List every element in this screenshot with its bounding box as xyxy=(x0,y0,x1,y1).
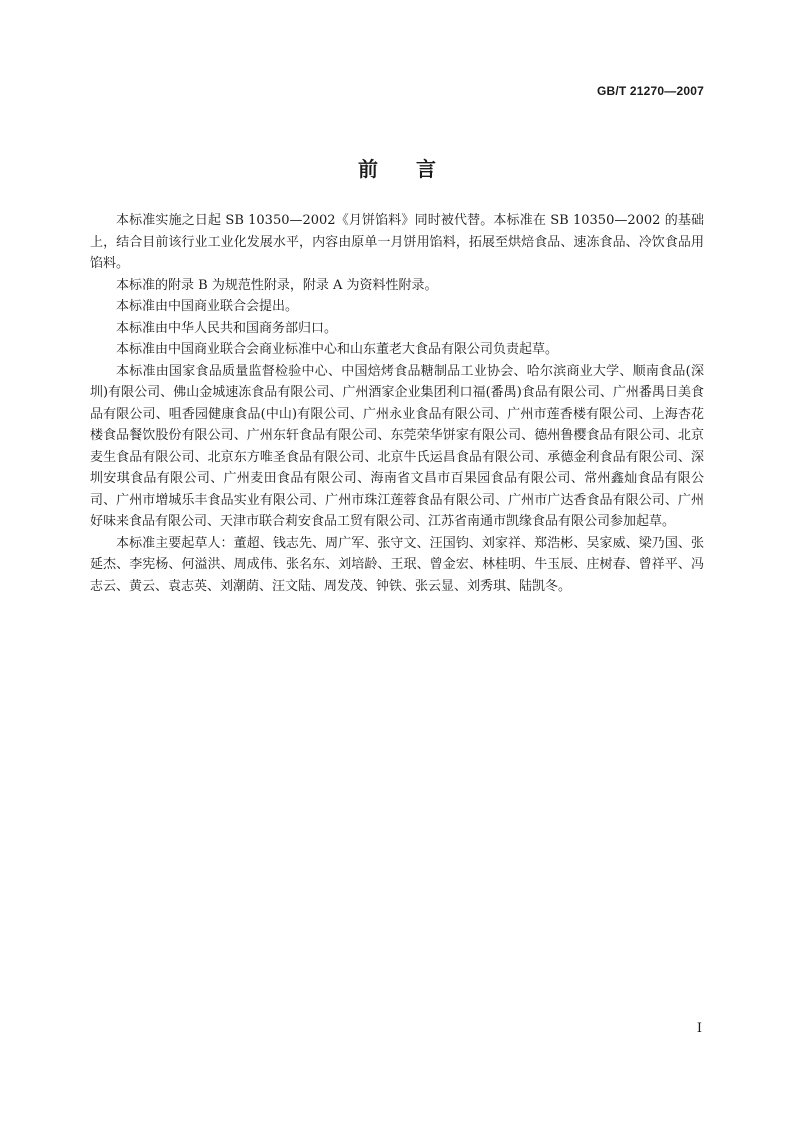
paragraph-replacement: 本标准实施之日起 SB 10350—2002《月饼馅料》同时被代替。本标准在 SB 10350—2002 的基础上，结合目前该行业工业化发展水平，内容由原单一月饼用馅料，拓展至烘焙食品、速冻食品、冷饮食品用馅料。 xyxy=(90,213,704,271)
paragraph-drafters: 本标准主要起草人：董超、钱志先、周广军、张守文、汪国钧、刘家祥、郑浩彬、吴家威、梁乃国、张延杰、李宪杨、何溢洪、周成伟、张名东、刘培龄、王珉、曾金宏、林桂明、牛玉辰、庄树春、曾祥平、冯志云、黄云、袁志英、刘潮荫、汪文陆、周发茂、钟铁、张云显、刘秀琪、陆凯冬。 xyxy=(90,535,704,594)
paragraph-participants: 本标准由国家食品质量监督检验中心、中国焙烤食品糖制品工业协会、哈尔滨商业大学、顺南食品(深圳)有限公司、佛山金城速冻食品有限公司、广州酒家企业集团利口福(番禺)食品有限公司、广州番禺日美食品有限公司、咀香园健康食品(中山)有限公司、广州永业食品有限公司、广州市莲香楼有限公司、上海杏花楼食品餐饮股份有限公司、广州东轩食品有限公司、东莞荣华饼家有限公司、德州鲁樱食品有限公司、北京麦生食品有限公司、北京东方唯圣食品有限公司、北京牛氏运昌食品有限公司、承德金利食品有限公司、深圳安琪食品有限公司、广州麦田食品有限公司、海南省文昌市百果园食品有限公司、常州鑫灿食品有限公司、广州市增城乐丰食品实业有限公司、广州市珠江莲蓉食品有限公司、广州市广达香食品有限公司、广州好味来食品有限公司、天津市联合莉安食品工贸有限公司、江苏省南通市凯缘食品有限公司参加起草。 xyxy=(90,363,704,529)
standard-code: GB/T 21270—2007 xyxy=(596,84,704,98)
foreword-body xyxy=(90,210,704,597)
paragraph-administrator: 本标准由中华人民共和国商务部归口。 xyxy=(116,320,338,336)
page-title: 前言 xyxy=(358,157,474,181)
paragraph-lead-drafter: 本标准由中国商业联合会商业标准中心和山东董老大食品有限公司负责起草。 xyxy=(116,342,559,357)
page-number: I xyxy=(696,1021,702,1036)
paragraph-proposer: 本标准由中国商业联合会提出。 xyxy=(116,299,299,314)
paragraph-appendix: 本标准的附录 B 为规范性附录，附录 A 为资料性附录。 xyxy=(116,277,438,293)
